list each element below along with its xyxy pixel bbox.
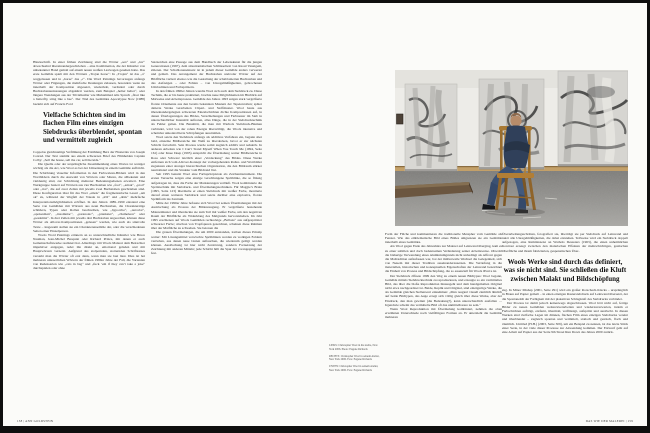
paragraph: Seit 1995 benutzt Wool eine Farbspritzpistole als Zeicheninstrument. Die ersten Versuche zeigen eine einzige verschlungene Sprühlinie, die so flüssig aufgetragen ist, dass die Farbe der Markierungen verläuft. Wool kombinierte die Spritztechnik mit Siebdruck- und Übermalungstechniken. Für Maggie’s Brain (1995, Seite 123) übermalte er einen Siebdruck mit weißer Farbe, montierte darauf einen weiteren Siebdruck und setzte darüber eine explosive, florale Sprühform ins Zentrum. bbox=[151, 172, 262, 202]
right-page-footer: DAS WIE DER MALEREI | 159 bbox=[585, 419, 633, 423]
paragraph: Mitte der 1990er Jahre befasste sich Wool bei seinen Übermalungen mit der Auslöschung als Prozess der Bilderzeugung. Er vergrößerte bestehende Malereimuster und überdeckte sie zum Teil mit weißer Farbe, um den negativen Raum der Bildfläche als Widerklang des Malgrunds hervorzuheben. Im Jahr 1995 erschienen auf Wools Gemälden rechteckige „Ballons“ aus aufgespritzter schwarzer Farbe; obschon von Tropfspuren gezeichnet, scheinen diese Rahmen über der Malfläche zu schweben. Sie betonen die bbox=[151, 201, 262, 231]
left-page-footer: 158 | ANN GOLDSTEIN bbox=[17, 419, 54, 423]
right-column-2 bbox=[502, 232, 628, 408]
left-column-2 bbox=[151, 60, 262, 409]
left-col1-bottom-paragraphs bbox=[33, 150, 145, 271]
paragraph: Überarbeitungsschritten, fotografiert sie, überträgt sie per Siebdruck auf Leinwand und nutzt alle Unregelmäßigkeiten, die dabei entstehen. Teilweise wird ein Siebdruck doppelt aufgezogen, eine Reminiszenz an Warhols Desasters (1963), die einen unheimlichen Kontrast erzeugt zwischen den malerischen Effekten der mehrschichtigen, gestischen Oberfläche und ihrem fabrizierten, gespenstischen Über- bbox=[502, 232, 628, 253]
left-col1-top-paragraphs bbox=[33, 60, 145, 106]
paragraph: Der Siebdruck öffnete 1999 den Weg zu einem neuen Bildtypus: Wool begann, Gemälde mittels Siebdrucktechnik zu reproduzieren, und erzeugte so ein vermitteltes Bild, das über die bloße Reproduktion hinausgeht und dem handgemalten Original nicht etwa nachgeordnet ist. Beide, Replik und Original, sind einzigartige Werke, die als Gemälde gleichen Stellenwert einnehmen: „Man reagiert visuell ziemlich ähnlich auf beide Bildtypen, das Auge erregt sich völlig gleich über diese Werke, aber der Eindruck, den man gewinnt (die Bedeutung?), kann unterschiedlich ausfallen … Irgendwie scheint das vermittelte Bild oft das unmittelbarere zu sein.“ bbox=[385, 273, 502, 307]
paragraph: Coppolas gleichnamige Verfilmung der Erzählung Herz der Finsternis von Joseph Conrad. Der Text stammt aus einem schwarzen Brief des Filmhelden Captain Colby: „Sell the house, sell the car, sell the kids.“ bbox=[33, 149, 145, 163]
right-col2-top-paragraphs bbox=[502, 232, 628, 253]
paragraph: LINKS: Christopher Wool in his studio, New York 2006. Photo: Eugene Richards bbox=[329, 344, 378, 351]
abstract-painting-3 bbox=[558, 71, 628, 167]
paragraph: Wenn Wool Reproduktion mit Übermalung kombiniert, nehmen die oben erwähnten Unterschiede noch vielfältigere Formen an. Er unterzieht die Gemälde mehreren bbox=[385, 306, 502, 320]
paragraph: Wool setzte den Siebdruck anfangs als additives Verfahren ein, begann aber bald, einzelne Bildbereiche mit Weiß zu überdecken, bevor er zur nächsten Schicht fortschritt. Sein Prozess wurde somit zugleich additiv und reduktiv. In anderen Arbeiten wie I Can’t Stand Myself When You Touch Me (1994, Seite 161) oder Knee Deep (1995) entspricht die Übermalung weiter Bildbereiche in Rosa oder Schwarz letztlich einer „Verdeckung“ des Bildes. Diese Werke entfernen sich vom Allover-Konzept der vorhergehenden Roller- und Wortbilder zugunsten einer strenger hierarchischen Organisation, die den Bildraum stärker neutralisiert und die Struktur vom Bildrand löst. bbox=[151, 134, 262, 173]
paragraph: Als Wool gegen Ende des Jahrzehnts zur Malerei auf Leinwand überging, kam es zu einer subtilen und doch bedeutsamen Veränderung seiner Arbeitsweise. Obwohl die bisherige Verwendung eines Aluminiumgrunds nicht unbedingt als Affront gegen die Maltradition aufzufassen war, bot der mittlerweile Wechsel die Gelegenheit, sich von Neuem mit dieser Tradition auseinanderzusetzen. Die Vertiefung in die materiellen, historischen und konzeptuellen Eigenschaften der Leinwand bezeichnet die Einheit von Prozess und Bildschöpfung, die so essenziell für Wools Œuvre ist. bbox=[385, 244, 502, 274]
right-pull-quote-heading: Wools Werke sind durch das definiert, was sie nicht sind. Sie schließen die Kluft zwischen Malakt und Bildschöpfung bbox=[503, 257, 627, 283]
studio-photograph bbox=[395, 70, 628, 226]
paragraph: In den frühen 1990er Jahren wandte Wool sich auch dem Siebdruck zu. Diese Technik, die er bis heute praktiziert, brachte neue Möglichkeiten im Hinblick auf Malweise und Arbeitsprozess. Gemälde des Jahres 1993 zeigen stark vergrößerte florale Ornamente aus den bereits bekannten Mustern der Tapetenrollen; später datierte Werke verarbeiten Clipart- und Stoffmuster. Wool baute aus übereinandergelegten schwarzen Einzelschichten dichte Kompositionen auf, in denen Überlagerungen des Bildes, Verschiebungen und Farbnester im Sieb in unterschiedlicher Intensität auftreten, alles Dinge, die in der Siebdrucktechnik als Fehler gelten. Die Banalität, die man mit Warhols Siebdruck-Blumen verbindet, wird von der rohen Energie überwältigt, die Wools intensive und scheinbar unkontrollierte Schöpfungen ausstrahlen. bbox=[151, 89, 262, 135]
left-pull-quote-heading: Vielfache Schichten sind im flachen Film eines einzigen Siebdrucks überblendet, spontan und vermittelt zugleich bbox=[43, 110, 142, 145]
paragraph: Wools Word Paintings erinnern an so unterschiedliche Künstler wie Bruce Nauman, Jean-Michel Basquiat oder Richard Prince, mit denen er auch Gemeinschaftswerke realisiert hat. Allerdings tritt Wools Malerei dem Betrachter impulsiver entgegen, redet ihn direkt an, emotional geladen und mit Hauptwörtern vernetzt. Aufgrund des stolpernden, stotternden Schriftsatzes versteht man die Wörter oft erst dann, wenn man sie laut liest. Dies ist bei mehreren unleserlichen Wörtern der frühen 1990er Jahre der Fall, die Varianten von Redensarten wie „cats in bag“ und „fuck ’em if they can’t take a joke“ durchspielen oder ohne bbox=[33, 232, 145, 271]
left-column-1 bbox=[33, 60, 145, 409]
paragraph: Die grauen Übermalungen, die um 2000 entstanden, treiben dieses Prinzip weiter: Mit Lösungsmittel verwischte Sprühlinien werden zu wolkigen Feldern verrieben, aus denen neue Linien auftauchen, die wiederum getilgt werden können. Auslöschung ist hier nicht Zerstörung, sondern Fortsetzung der Zeichnung mit anderen Mitteln; jede Schicht hält die Spur der vorangegangenen fest. bbox=[151, 230, 262, 256]
right-col2-bottom-paragraphs bbox=[502, 288, 628, 334]
abstract-painting-1 bbox=[405, 84, 457, 172]
paragraph: Der Prozess ist damit jedoch keineswegs abgeschlossen. Wool hört nicht auf, fertige Bilder zu neuen Gemälden weiterzuverarbeiten und wiederzuverwerten, indem er Farbschichten aufträgt, entfernt, übermalt, verflüssigt, aufspritzt und auslöscht. In diesen Werken sind vielfache Lagen im dünnen, flachen Film eines einzigen Siebdrucks vereint und überblendet – zugleich spontan und vermittelt, statisch und gestisch, flach und räumlich. Untitled (H.H.) (2003, Seite 309), um ein Beispiel zu nennen, ist das letzte Stück einer Serie, in der viele dieser Prozesse zur Anwendung kommen. Der Entwurf geht auf eine Arbeit auf Papier aus der Serie 9th Street Run Down des Jahres 2000 zurück. bbox=[502, 300, 628, 334]
paragraph: zug. In Minor Mishap (2001, Seite 291) wird ein großer Rorschach-Klecks – ursprünglich in Braun auf Papier gemalt – in einen einzigen Rastersiebdruck auf Leinwand übersetzt, der die Spontaneität der Farbigkeit mit der plakativen Schlagkraft des Siebdrucks verbindet. bbox=[502, 288, 628, 301]
photo-caption-block bbox=[329, 344, 381, 376]
paragraph: UNTEN: Christopher Wool in seinem Atelier, New York 2006. Foto: Eugene Richards bbox=[329, 365, 379, 372]
right-column-1 bbox=[385, 232, 502, 408]
paragraph: Form der Fläche und kommentieren die traditionelle Metapher vom Gemälde als Fenster. Wie das emblematische Bild eines Bildes umgrenzen sie ein Gemälde innerhalb eines Gemäldes. bbox=[385, 232, 502, 245]
paragraph: RECHTS: Christopher Wool in seinem Atelier, New York 2006. Foto: Eugene Richards bbox=[329, 354, 380, 361]
small-frame bbox=[397, 114, 404, 124]
paragraph: Satzzeichen eine Passage aus dem Handbuch der Lebenskunst für die jungen Generationen (1967), dem situationistischen Schlüsseltext von Raoul Vaneigem, zitieren. Der Schabloneneinsatz ist in jedem dieser Gemälde anders verwertet und gemalt. Das Arrangement der Buchstaben und/oder Wörter auf der Bildfläche variiert ebenso wie die Gestaltung der schablonierten Buchstaben und das Aufzeigen – oder Fehlen – von Unregelmäßigkeiten, gebrochenen Umrisslinien und Farbspritzern. bbox=[151, 60, 262, 89]
book-spread bbox=[3, 3, 647, 426]
paragraph: Hinzuschrift. In einer frühen Zeichnung sind die Wörter „sex“ und „luv“ abwechselnd übereinandergeschrieben – eine Kombination, die der Künstler von unbekannter Hand gemalt auf einem neuen weißen Lastwagen gesehen hatte. Das erste Gemälde spielt mit den Wörtern „Trojan horse“: In „Trojan“ ist das „a“ weggelassen und in „horse“ das „r“. Die Word Paintings bevorzugen anfangs Wörter oder Fügungen, die mehrfache Deutungen zulassen, besonders wenn sie innerhalb der Komposition abgesetzt, wiederholt, verändert oder durch Buchstabenauslassungen abgekürzt werden, zum Beispiel „helter helter“, oder längere Wendungen aus der Trivialkultur wie Muhammad Alis Spruch „float like a butterfly, sting like a bee“. Der Titel des Gemäldes Apocalypse Now (1988) bezieht sich auf Francis Ford bbox=[33, 60, 145, 106]
paragraph: Die Quelle oder der ursprüngliche Zusammenhang eines Wortes ist weniger wichtig als die Art, wie Wool es bei der Umsetzung in einem Gemälde aufbricht. Die Schichtung visueller Information in den Farbwalzen-Bildern wird in den Wortbildern durch die Auswahl von Wörtern oder Sätzen, die allbekannt und vieldeutig sind, zur Schichtung mehrerer Bedeutungsebenen erweitert. Eine Werkgruppe basiert auf Wörtern aus vier Buchstaben wie „fool“, „amok“, „prod“ oder „riot“, die auf zwei Zeilen mit jeweils zwei Buchstaben geschrieben sind. Diese Konfiguration lässt für das Wort „amok“ die fragmentarische Lesart „am ok“ zu, während der Wegfall der Vokale in „trbl“ und „drnk“ mehrfache Interpretationsmöglichkeiten eröffnet. In den Jahren 1989–1990 entstand eine Serie von Gemälden mit Wörtern aus neun Buchstaben, die Charakterzüge schildern, Typen oder Rollen beschreiben, wie „hypocrite“, „terrorist“, „spokesman“, „insomniac“, „paranoiac“, „prankster“, „chameleon“ oder „pessimist“. In drei Zeilen mit jeweils drei Buchstaben angeordnet, können diese Wörter als Allover-Kompositionen „gelesen“ werden, wie auch als sinnvolle Texte – insgesamt stellen sie ein Charakterensemble dar, oder die verschiedenen Seiten einer Einzelperson. bbox=[33, 162, 145, 233]
studio-photo-illustration bbox=[395, 70, 628, 226]
